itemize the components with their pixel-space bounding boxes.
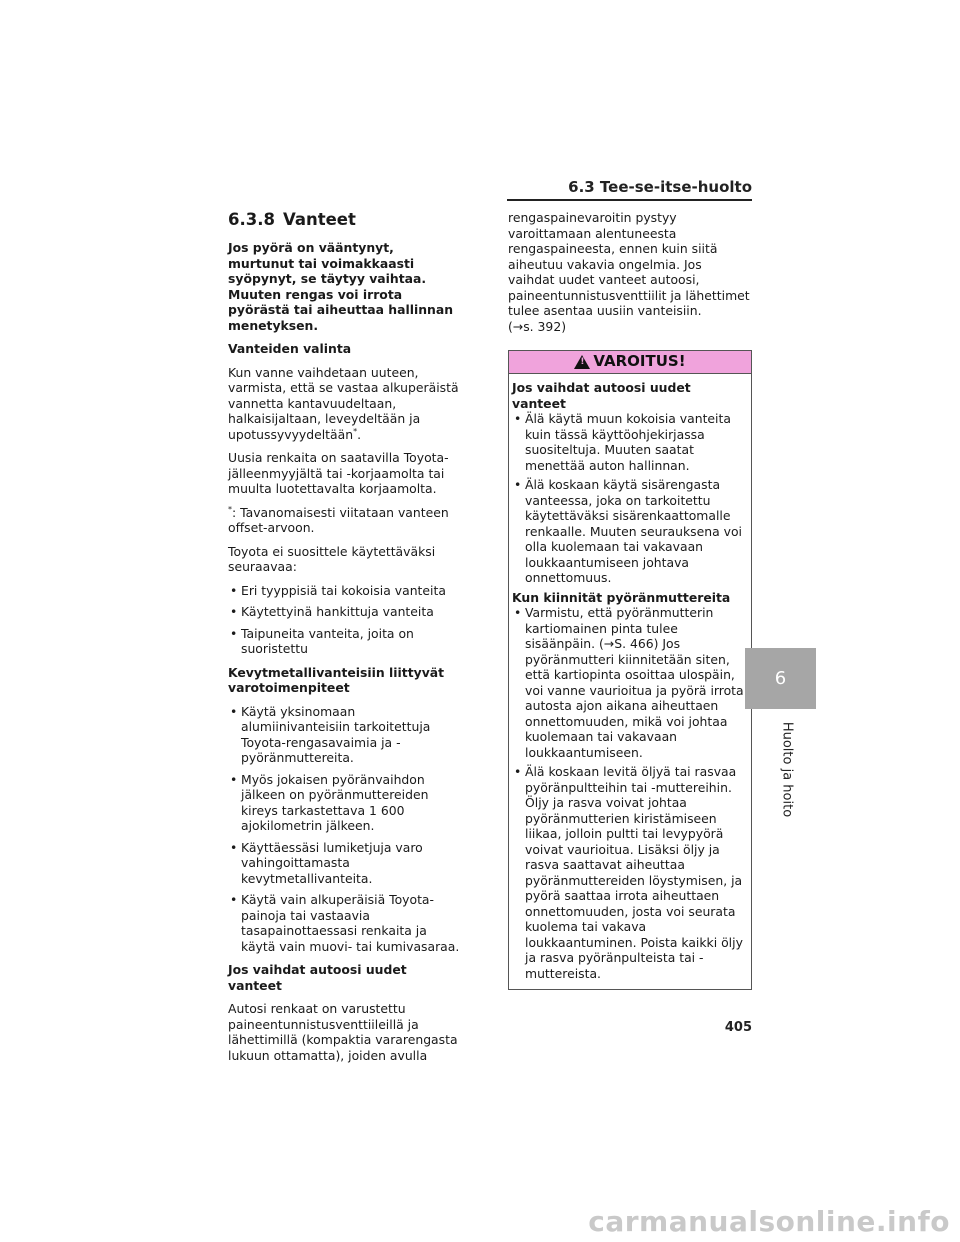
section-title-text: Vanteet: [282, 210, 356, 229]
page-reference: (→s. 392): [508, 318, 567, 334]
warning-subheading-new-wheels: Jos vaihdat autoosi uudet vanteet: [512, 380, 691, 411]
footnote-text: : Tavanomaisesti viitataan vanteen offset-arvoon.: [228, 504, 449, 535]
list-item: • Käytä yksinomaan alumiinivanteisiin tarkoitettuja Toyota-rengasavaimia ja -pyöränmuttereita.: [228, 704, 464, 766]
right-column: [508, 210, 752, 990]
subheading-alloy-precautions: Kevytmetallivanteisiin liittyvät varotoimenpiteet: [228, 664, 445, 695]
not-recommended-list: [228, 583, 464, 657]
page-number: 405: [724, 1020, 752, 1035]
warning-subheading-lug-nuts: Kun kiinnität pyöränmuttereita: [512, 589, 731, 605]
intro-warning-text: Jos pyörä on vääntynyt, murtunut tai voimakkaasti syöpynyt, se täytyy vaihtaa. Muuten rengas voi irrota pyörästä tai aiheuttaa hallinnan menetyksen.: [228, 240, 454, 333]
list-item: • Eri tyyppisiä tai kokoisia vanteita: [228, 583, 464, 599]
list-item: • Varmistu, että pyöränmutterin kartiomainen pinta tulee sisäänpäin. (→S. 466) Jos pyöränmutteri kiinnitetään siten, että kartiopinta osoittaa ulospäin, voi vanne vaurioitua ja pyörä irrota autosta ajon aikana aiheuttaen onnettomuuden, mikä voi johtaa kuolemaan tai vakavaan loukkaantumiseen.: [512, 605, 747, 760]
footnote-marker: *: [228, 504, 232, 514]
footnote: [228, 505, 464, 536]
list-item: • Käyttäessäsi lumiketjuja varo vahingoittamasta kevytmetallivanteita.: [228, 840, 464, 887]
paragraph-end: .: [357, 426, 362, 442]
subheading-new-wheels: Jos vaihdat autoosi uudet vanteet: [228, 962, 407, 993]
paragraph-text: Kun vanne vaihdetaan uuteen, varmista, että se vastaa alkuperäistä vannetta kantavuudeltaan, halkaisijaltaan, leveydeltään ja upotussyvyydeltään: [228, 364, 459, 442]
chapter-side-label: [740, 712, 810, 822]
warning-triangle-icon: [574, 355, 590, 369]
footnote-marker: *: [353, 426, 358, 436]
paragraph-not-recommended: Toyota ei suosittele käytettäväksi seuraavaa:: [228, 543, 436, 574]
left-column: [228, 210, 464, 1071]
list-item: • Taipuneita vanteita, joita on suoristettu: [228, 626, 464, 657]
warning-body: [509, 374, 751, 989]
list-item: • Myös jokaisen pyöränvaihdon jälkeen on pyöränmuttereiden kireys tarkastettava 1 600 ajokilometrin jälkeen.: [228, 772, 464, 834]
subheading-wheel-selection: Vanteiden valinta: [228, 341, 352, 356]
chapter-header: 6.3 Tee-se-itse-huolto: [568, 178, 752, 196]
list-item: • Älä koskaan käytä sisärengasta vanteessa, joka on tarkoitettu käytettäväksi sisärenkaattomalle renkaalle. Muuten seurauksena voi olla kuolemaan tai vakavaan loukkaantumiseen johtava onnettomuus.: [512, 477, 747, 586]
paragraph-wheel-match: [228, 365, 464, 443]
list-item: • Älä käytä muun kokoisia vanteita kuin tässä käyttöohjekirjassa suositeltuja. Muuten saatat menettää auton hallinnan.: [512, 411, 747, 473]
paragraph-tpms-continued: rengaspainevaroitin pystyy varoittamaan alentuneesta rengaspaineesta, ennen kuin siitä aiheutuu vakavia ongelmia. Jos vaihdat uudet vanteet autoosi, paineentunnistusventtiilit ja lähettimet tulee asentaa uusiin vanteisiin.: [508, 210, 750, 318]
alloy-precautions-list: [228, 704, 464, 955]
section-number: 6.3.8: [228, 210, 275, 229]
warning-list-new-wheels: [512, 411, 747, 586]
chapter-tab: 6: [745, 648, 816, 709]
list-item: • Käytettyinä hankittuja vanteita: [228, 604, 464, 620]
warning-list-lug-nuts: [512, 605, 747, 981]
list-item: • Älä koskaan levitä öljyä tai rasvaa pyöränpultteihin tai -muttereihin. Öljy ja rasva voivat johtaa pyöränmutterien kiristämiseen liikaa, jolloin pultti tai levypyörä voivat vaurioitua. Lisäksi öljy ja rasva saattavat aiheuttaa pyöränmuttereiden löystymisen, ja pyörä saattaa irrota aiheuttaen onnettomuuden, josta voi seurata kuolema tai vakava loukkaantuminen. Poista kaikki öljy ja rasva pyöränpulteista tai -muttereista.: [512, 764, 747, 981]
paragraph-tpms: Autosi renkaat on varustettu paineentunnistusventtiileillä ja lähettimillä (kompaktia vararengasta lukuun ottamatta), joiden avulla: [228, 1001, 458, 1063]
header-rule: [507, 199, 752, 201]
warning-title: VAROITUS!: [593, 352, 686, 371]
watermark: carmanualsonline.info: [588, 1205, 950, 1238]
section-title: [228, 210, 464, 230]
paragraph-availability: Uusia renkaita on saatavilla Toyota-jälleenmyyjältä tai -korjaamolta tai muulta luotettavalta korjaamolta.: [228, 450, 449, 496]
chapter-side-label-text: Huolto ja hoito: [779, 721, 795, 818]
list-item: • Käytä vain alkuperäisiä Toyota-painoja tai vastaavia tasapainottaessasi renkaita ja käytä vain muovi- tai kumivasaraa.: [228, 892, 464, 954]
warning-box: [508, 350, 752, 990]
warning-header: [509, 351, 751, 374]
